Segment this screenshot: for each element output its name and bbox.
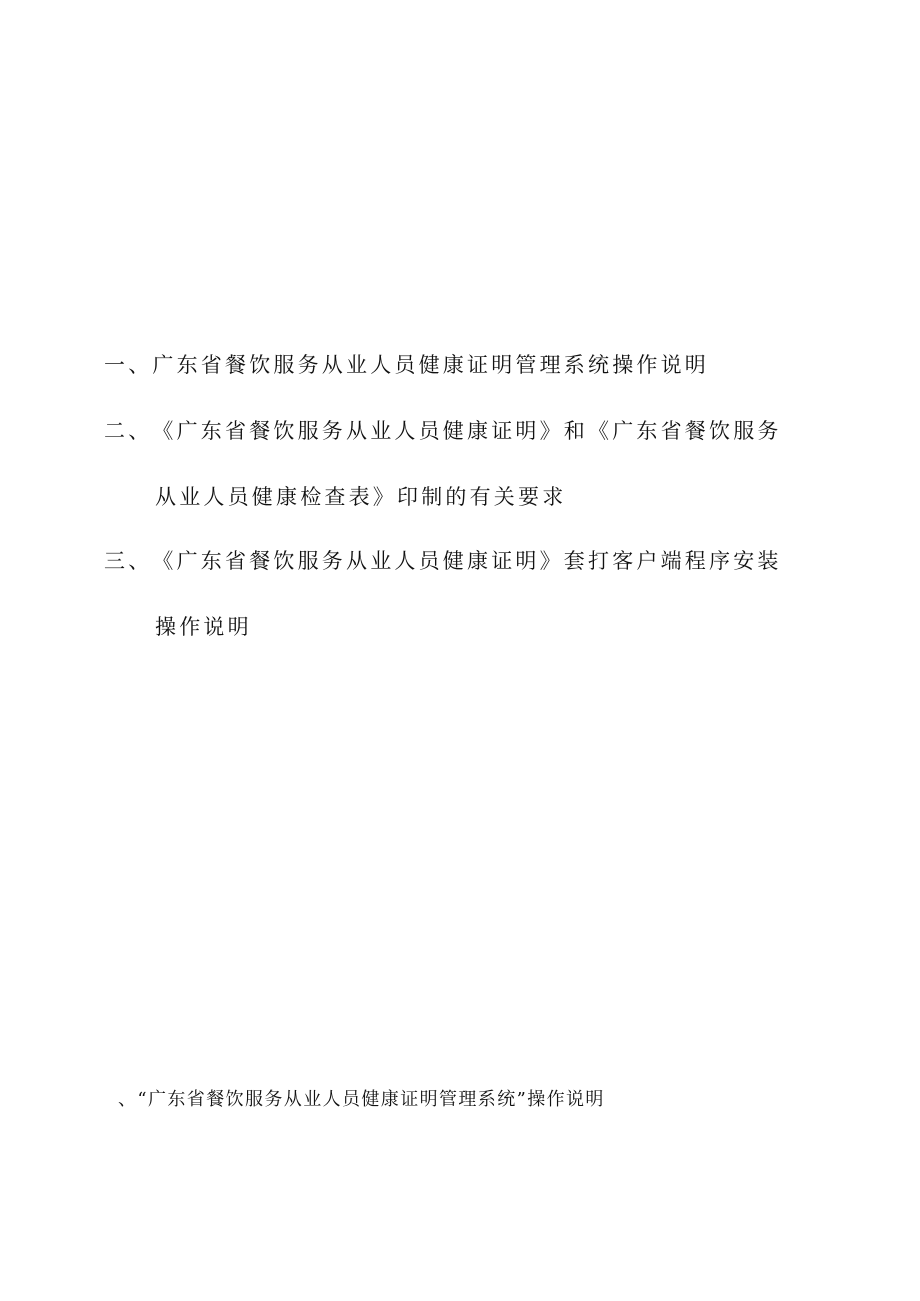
toc-item-3 (104, 551, 782, 572)
toc-item-3-title-line-2: 操作说明 (155, 615, 252, 639)
toc-item-2-title-line-1: 《广东省餐饮服务从业人员健康证明》和《广东省餐饮服务 (152, 419, 782, 443)
toc-item-3-number: 三、 (104, 549, 153, 573)
toc-item-1-title: 广东省餐饮服务从业人员健康证明管理系统操作说明 (152, 353, 710, 377)
toc-item-1-number: 一、 (104, 353, 153, 377)
toc-item-1 (104, 355, 709, 376)
toc-item-2-continuation (155, 487, 566, 508)
toc-item-3-title-line-1: 《广东省餐饮服务从业人员健康证明》套打客户端程序安装 (152, 549, 782, 573)
toc-item-3-continuation (155, 617, 252, 638)
toc-item-2-title-line-2: 从业人员健康检查表》印制的有关要求 (155, 485, 567, 509)
toc-item-2 (104, 421, 782, 442)
section-heading-text: 、“广东省餐饮服务从业人员健康证明管理系统”操作说明 (118, 1089, 605, 1110)
toc-item-2-number: 二、 (104, 419, 153, 443)
section-heading (118, 1091, 605, 1109)
